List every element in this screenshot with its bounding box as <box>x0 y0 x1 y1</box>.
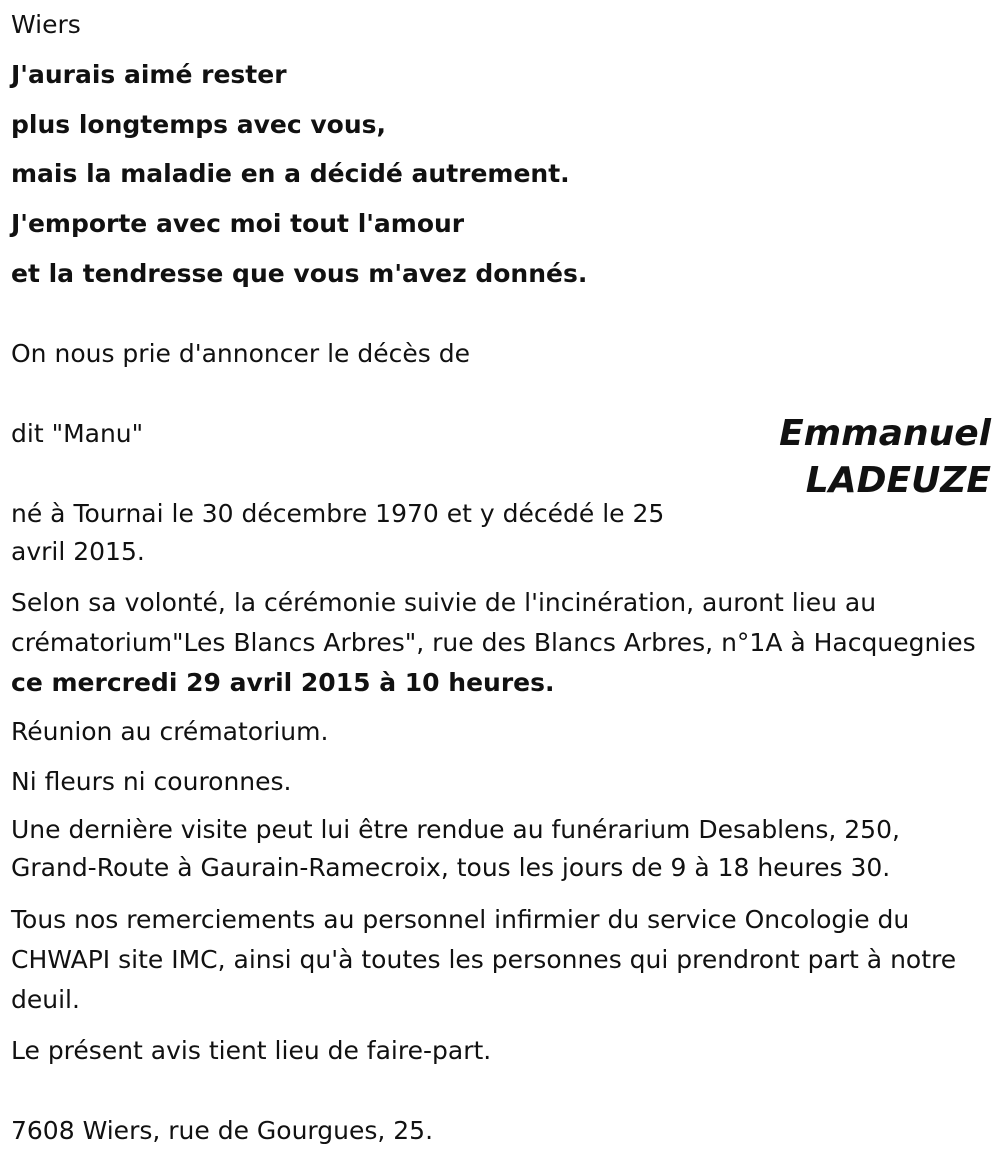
last-name: LADEUZE <box>805 460 991 501</box>
ceremony-paragraph <box>11 583 986 703</box>
reunion-text: Réunion au crématorium. <box>11 717 329 746</box>
visit-text: Une dernière visite peut lui être rendue au funérarium Desablens, 250, Grand-Route à Gaurain-Ramecroix, tous les jours de 9 à 18 heures 30. <box>11 815 900 882</box>
deceased-name <box>779 410 991 504</box>
flowers-text: Ni fleurs ni couronnes. <box>11 767 292 796</box>
birth-death: né à Tournai le 30 décembre 1970 et y décédé le 25 avril 2015. <box>11 499 665 566</box>
ceremony-date: ce mercredi 29 avril 2015 à 10 heures. <box>11 668 555 697</box>
thanks-text: Tous nos remerciements au personnel infirmier du service Oncologie du CHWAPI site IMC, ainsi qu'à toutes les personnes qui prendront part à notre deuil. <box>11 905 957 1014</box>
ceremony-text: Selon sa volonté, la cérémonie suivie de l'incinération, auront lieu au crématorium"Les Blancs Arbres", rue des Blancs Arbres, n°1A à Hacquegnies <box>11 588 976 657</box>
header-location: Wiers <box>11 10 81 39</box>
notice-text: Le présent avis tient lieu de faire-part. <box>11 1036 492 1065</box>
announcement-intro: On nous prie d'annoncer le décès de <box>11 339 470 368</box>
poem-line-2: plus longtemps avec vous, <box>11 110 387 139</box>
nickname: dit "Manu" <box>11 419 144 448</box>
poem-line-1: J'aurais aimé rester <box>11 60 287 89</box>
poem-line-3: mais la maladie en a décidé autrement. <box>11 159 570 188</box>
poem-line-4: J'emporte avec moi tout l'amour <box>11 209 465 238</box>
footer-address: 7608 Wiers, rue de Gourgues, 25. <box>11 1116 434 1145</box>
poem-line-5: et la tendresse que vous m'avez donnés. <box>11 259 588 288</box>
first-name: Emmanuel <box>779 413 991 454</box>
